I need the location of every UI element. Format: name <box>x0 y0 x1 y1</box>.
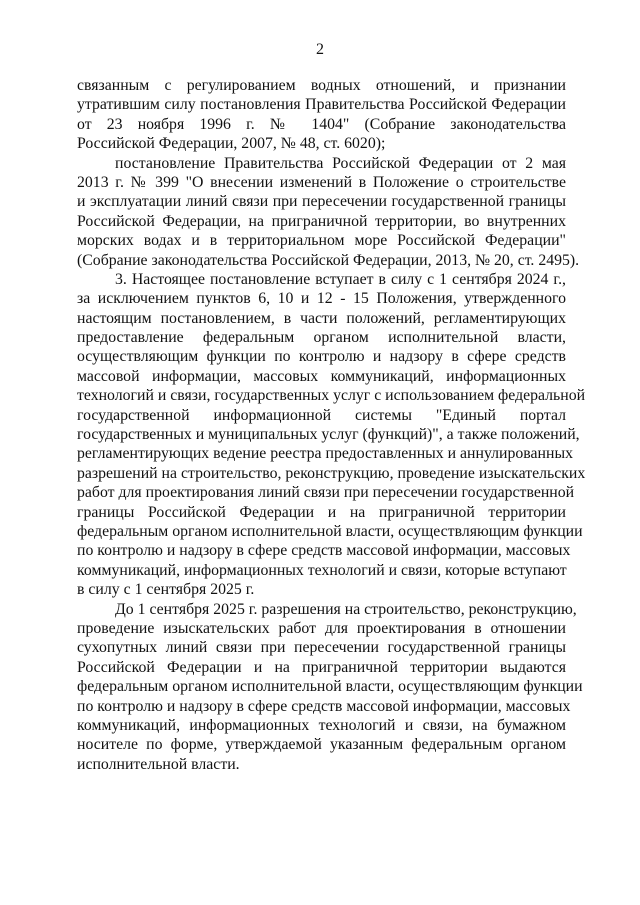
text-line: коммуникаций, информационных технологий и связи, которые вступают <box>77 561 567 579</box>
text-line: носителе по форме, утверждаемой указанным федеральным органом <box>77 736 566 754</box>
text-line: морских водах и в территориальном море Российской Федерации" <box>77 232 566 250</box>
text-line: федеральным органом исполнительной власти, осуществляющим функции <box>77 678 583 696</box>
text-line: проведение изыскательских работ для проектирования в отношении <box>77 619 566 637</box>
text-line: предоставление федеральным органом исполнительной власти, <box>77 329 566 347</box>
text-line: Российской Федерации, 2007, № 48, ст. 6020); <box>77 135 386 153</box>
text-line: регламентирующих ведение реестра предоставленных и аннулированных <box>77 445 573 463</box>
text-line: технологий и связи, государственных услуг с использованием федеральной <box>77 387 586 405</box>
text-line: и эксплуатации линий связи при пересечении государственной границы <box>77 193 566 211</box>
text-line: по контролю и надзору в сфере средств массовой информации, массовых <box>77 697 571 715</box>
text-line: (Собрание законодательства Российской Федерации, 2013, № 20, ст. 2495). <box>77 251 580 269</box>
text-line: в силу с 1 сентября 2025 г. <box>77 581 255 599</box>
text-line: исполнительной власти. <box>77 755 240 773</box>
text-line: осуществляющим функции по контролю и надзору в сфере средств <box>77 348 566 366</box>
text-line: сухопутных линий связи при пересечении государственной границы <box>77 639 566 657</box>
text-line: государственных и муниципальных услуг (функций)", а также положений, <box>77 426 580 444</box>
text-line: коммуникаций, информационных технологий и связи, на бумажном <box>77 716 566 734</box>
text-line: от 23 ноября 1996 г. № 1404" (Собрание законодательства <box>77 115 566 133</box>
text-line: по контролю и надзору в сфере средств массовой информации, массовых <box>77 542 571 560</box>
text-line: утратившим силу постановления Правительства Российской Федерации <box>77 96 566 114</box>
text-line: границы Российской Федерации и на приграничной территории <box>77 503 566 521</box>
text-line: связанным с регулированием водных отношений, и признании <box>77 77 566 94</box>
text-line: Российской Федерации и на приграничной территории выдаются <box>77 658 566 676</box>
text-line: настоящим постановлением, в части положений, регламентирующих <box>77 309 566 327</box>
text-line: 2013 г. № 399 "О внесении изменений в Положение о строительстве <box>77 173 566 191</box>
text-line: постановление Правительства Российской Федерации от 2 мая <box>115 154 566 172</box>
text-line: До 1 сентября 2025 г. разрешения на строительство, реконструкцию, <box>115 600 577 618</box>
text-line: разрешений на строительство, реконструкцию, проведение изыскательских <box>77 464 586 482</box>
text-line: массовой информации, массовых коммуникаций, информационных <box>77 367 566 385</box>
text-line: государственной информационной системы "Единый портал <box>77 406 566 424</box>
text-line: работ для проектирования линий связи при пересечении государственной <box>77 484 575 502</box>
text-line: 3. Настоящее постановление вступает в силу с 1 сентября 2024 г., <box>115 270 566 288</box>
document-body <box>77 76 586 774</box>
text-line: за исключением пунктов 6, 10 и 12 - 15 Положения, утвержденного <box>77 290 566 308</box>
text-line: федеральным органом исполнительной власти, осуществляющим функции <box>77 522 583 540</box>
text-line: Российской Федерации, на приграничной территории, во внутренних <box>77 212 566 230</box>
page-number: 2 <box>316 41 324 58</box>
